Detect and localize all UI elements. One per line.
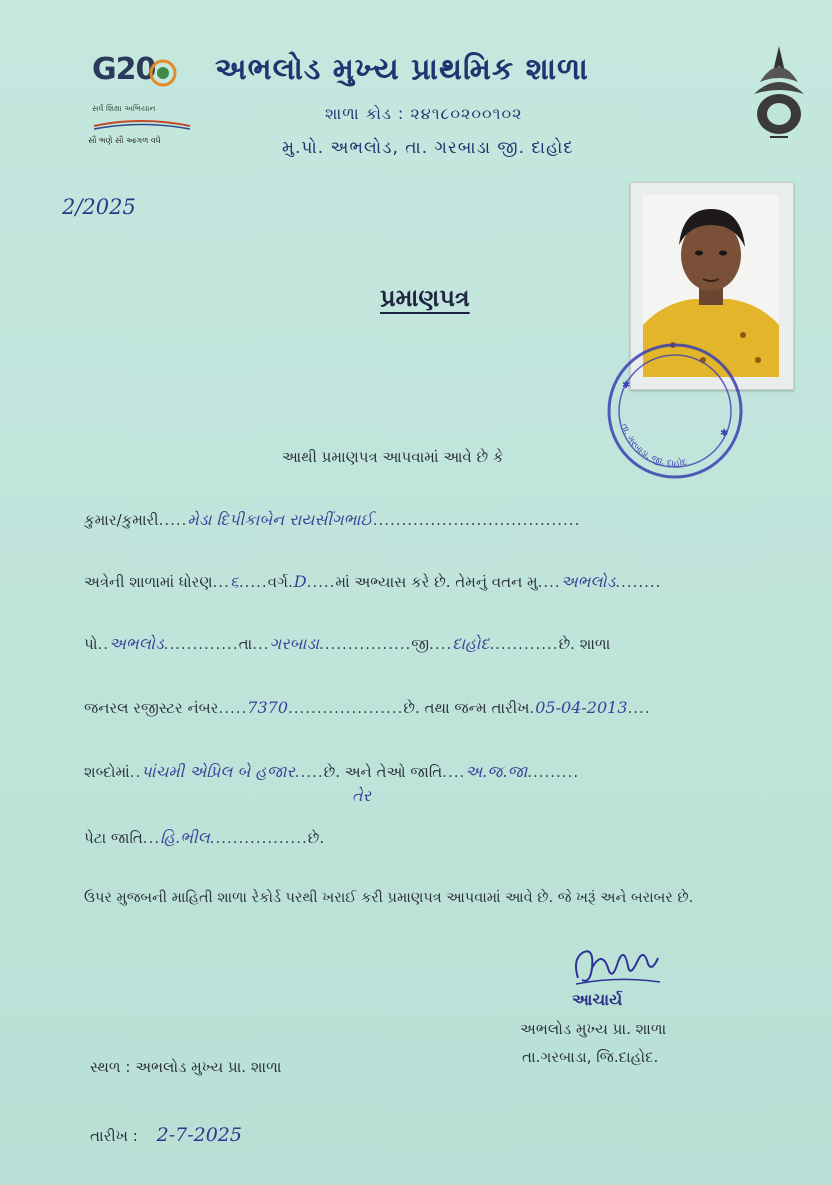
g20-subtitle: સર્વ શિક્ષા અભિયાન <box>92 104 156 113</box>
taluka-label: તા <box>238 635 253 653</box>
principal-signature <box>568 938 664 996</box>
lotus-emblem-icon <box>748 42 810 150</box>
date-label: તારીખ : <box>90 1127 138 1145</box>
stamp-text: તા. ગરબાડા, જી. દાહોદ <box>618 422 688 470</box>
caste-value: અ.જ.જા <box>465 762 528 781</box>
place-line: સ્થળ : અભલોડ મુખ્ય પ્રા. શાળા <box>90 1058 282 1076</box>
declaration-text: ઉપર મુજબની માહિતી શાળા રેકોર્ડ પરથી ખરાઈ કરી પ્રમાણપત્ર આપવામાં આવે છે. જે ખરૂં અને બરાબર છે. <box>84 890 694 906</box>
signature-address: તા.ગરબાડા, જિ.દાહોદ. <box>522 1048 659 1066</box>
address-row: પો..અભલોડ.............તા...ગરબાડા................જી....દાહોદ............છે. શાળા <box>84 634 611 653</box>
dob-in-words-continued: તેર <box>352 786 371 805</box>
g20-logo: G20 <box>92 52 156 87</box>
g20-slogan: સૌ ભણે સૌ આગળ વધે <box>88 136 161 145</box>
native-value: અભલોડ <box>560 572 616 591</box>
dob-value: 05-04-2013 <box>535 698 628 717</box>
standard-row: અત્રેની શાળામાં ધોરણ...૬.....વર્ગ.D.....માં અભ્યાસ કરે છે. તેમનું વતન મુ....અભલોડ........ <box>84 572 662 591</box>
name-label: કુમાર/કુમારી <box>84 511 159 529</box>
svg-text:તા. ગરબાડા, જી. દાહોદ <box>619 422 688 469</box>
district-value: દાહોદ <box>452 634 490 653</box>
svg-text:✱: ✱ <box>622 380 631 391</box>
student-name: મેડા દિપીકાબેન રાયસીંગભાઈ <box>187 510 373 529</box>
subcaste-label: પેટા જાતિ <box>84 829 143 847</box>
intro-text: આથી પ્રમાણપત્ર આપવામાં આવે છે કે <box>282 448 504 466</box>
school-stamp <box>600 336 750 486</box>
name-row: કુમાર/કુમારી.....મેડા દિપીકાબેન રાયસીંગભાઈ.................................... <box>84 510 581 529</box>
district-label: જી <box>411 635 430 653</box>
po-label: પો <box>84 635 98 653</box>
subcaste-suffix: છે. <box>307 829 325 847</box>
division-value: D <box>293 572 307 591</box>
standard-label: અત્રેની શાળામાં ધોરણ <box>84 573 213 591</box>
g20-lotus-icon <box>148 58 178 88</box>
subcaste-value: હિ.ભીલ <box>160 828 210 847</box>
class-label: વર્ગ <box>267 573 288 591</box>
dob-label: છે. તથા જન્મ તારીખ <box>403 699 530 717</box>
dob-in-words: પાંચમી એપ્રિલ બે હજાર <box>141 762 295 781</box>
certificate-title: પ્રમાણપત્ર <box>380 284 470 312</box>
caste-label: છે. અને તેઓ જાતિ <box>323 763 443 781</box>
words-row: શબ્દોમાં..પાંચમી એપ્રિલ બે હજાર.....છે. અને તેઓ જાતિ....અ.જ.જા......... <box>84 762 580 781</box>
school-code: શાળા કોડ : ૨૪૧૮૦૨૦૦૧૦૨ <box>325 104 523 123</box>
po-suffix: છે. શાળા <box>558 635 611 653</box>
words-label: શબ્દોમાં <box>84 763 130 781</box>
gr-label: જનરલ રજીસ્ટર નંબર <box>84 699 219 717</box>
signature-school: અભલોડ મુખ્ય પ્રા. શાળા <box>520 1020 667 1038</box>
g20-banner-icon <box>92 118 192 132</box>
taluka-value: ગરબાડા <box>269 634 319 653</box>
gr-value: 7370 <box>247 698 288 717</box>
school-name: અભલોડ મુખ્ય પ્રાથમિક શાળા <box>215 52 589 87</box>
principal-title: આચાર્ય <box>572 990 623 1009</box>
po-value: અભલોડ <box>109 634 164 653</box>
subcaste-row: પેટા જાતિ...હિ.ભીલ.................છે. <box>84 828 325 847</box>
reference-number: 2/2025 <box>62 195 136 219</box>
school-address: મુ.પો. અભલોડ, તા. ગરબાડા જી. દાહોદ <box>282 138 574 158</box>
date-row <box>90 1124 242 1146</box>
date-value: 2-7-2025 <box>156 1124 242 1146</box>
native-label: માં અભ્યાસ કરે છે. તેમનું વતન મુ <box>335 573 538 591</box>
standard-value: ૬ <box>229 572 239 591</box>
svg-text:✱: ✱ <box>720 428 729 439</box>
register-row: જનરલ રજીસ્ટર નંબર.....7370....................છે. તથા જન્મ તારીખ.05-04-2013.... <box>84 698 651 717</box>
